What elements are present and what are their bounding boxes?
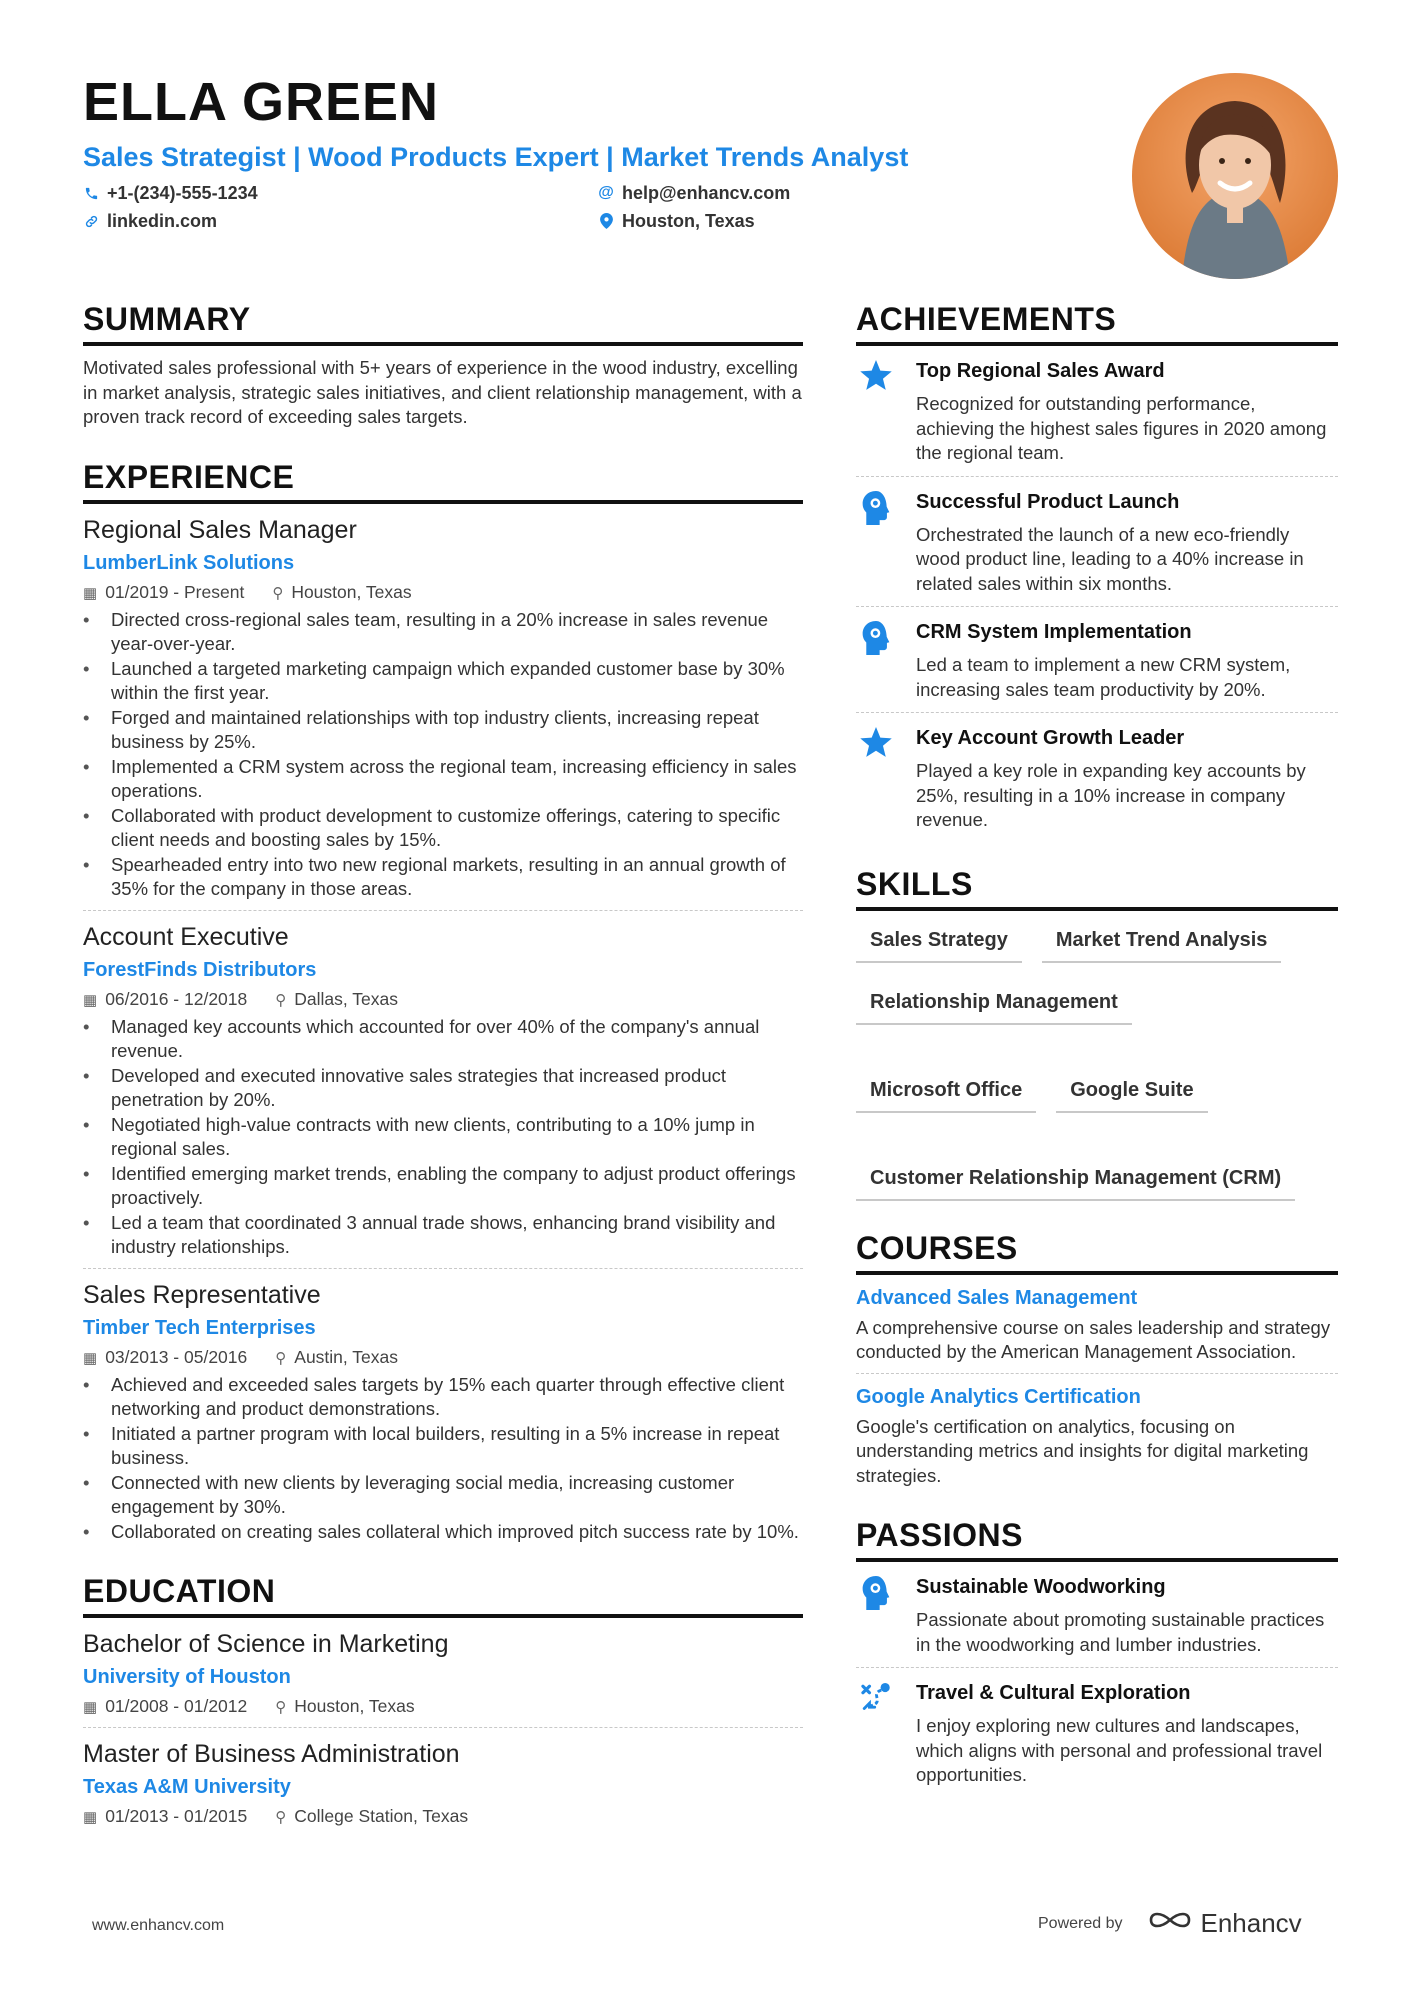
education-dates: 01/2013 - 01/2015 xyxy=(105,1806,248,1826)
bullet-item: • Negotiated high-value contracts with new clients, contributing to a 10% jump in regional sales. xyxy=(83,1113,803,1162)
course-desc: Google's certification on analytics, focusing on understanding metrics and insights for digital marketing strategies. xyxy=(856,1415,1309,1486)
profile-photo xyxy=(1132,73,1338,279)
job-title: Sales Representative xyxy=(83,1280,321,1309)
bullet-item: • Initiated a partner program with local builders, resulting in a 5% increase in repeat business. xyxy=(83,1422,803,1471)
summary-text: Motivated sales professional with 5+ years of experience in the wood industry, excelling in market analysis, strategic sales initiatives, and client relationship management, with a proven track record of exceeding sales targets. xyxy=(83,357,802,427)
contact-info xyxy=(83,182,1083,232)
job-dates: 03/2013 - 05/2016 xyxy=(105,1346,248,1367)
education-location: College Station, Texas xyxy=(294,1806,469,1826)
job-meta xyxy=(83,988,803,1012)
course-title[interactable]: Google Analytics Certification xyxy=(856,1385,1141,1408)
course-item xyxy=(856,1275,1338,1374)
job-dates: 06/2016 - 12/2018 xyxy=(105,988,248,1009)
job-location: Dallas, Texas xyxy=(294,988,399,1009)
company-name[interactable]: LumberLink Solutions xyxy=(83,551,295,574)
passion-title: Sustainable Woodworking xyxy=(916,1576,1166,1598)
summary-heading: SUMMARY xyxy=(83,300,803,346)
infinity-logo-icon xyxy=(1147,1908,1193,1939)
education-meta xyxy=(83,1805,803,1829)
education-meta xyxy=(83,1695,803,1719)
linkedin-text[interactable]: linkedin.com xyxy=(107,210,218,231)
candidate-headline: Sales Strategist | Wood Products Expert | Market Trends Analyst xyxy=(83,142,909,172)
skill-tag: Google Suite xyxy=(1056,1077,1207,1113)
email-text[interactable]: help@enhancv.com xyxy=(622,182,791,203)
skill-tag: Market Trend Analysis xyxy=(1042,927,1282,963)
linkedin-contact[interactable] xyxy=(83,210,598,232)
job-meta xyxy=(83,581,803,605)
calendar-icon: ▦ xyxy=(83,991,98,1009)
achievement-desc: Led a team to implement a new CRM system, increasing sales team productivity by 20%. xyxy=(916,654,1291,700)
passion-title: Travel & Cultural Exploration xyxy=(916,1682,1191,1704)
footer-branding xyxy=(1038,1908,1302,1939)
bullet-item: • Collaborated with product development to customize offerings, catering to specific client needs and boosting sales by 15%. xyxy=(83,804,803,853)
skills-list xyxy=(856,927,1338,1201)
skill-tag: Microsoft Office xyxy=(856,1077,1036,1113)
job-bullets xyxy=(83,1015,803,1260)
education-dates: 01/2008 - 01/2012 xyxy=(105,1696,248,1716)
bullet-item: • Implemented a CRM system across the regional team, increasing efficiency in sales operations. xyxy=(83,755,803,804)
location-pin-icon: ⚲ xyxy=(275,991,287,1009)
achievement-title: Top Regional Sales Award xyxy=(916,360,1165,382)
company-name[interactable]: Timber Tech Enterprises xyxy=(83,1316,316,1339)
bullet-item: • Developed and executed innovative sales strategies that increased product penetration by 20%. xyxy=(83,1064,803,1113)
powered-by-text: Powered by xyxy=(1038,1914,1123,1932)
bullet-item: • Connected with new clients by leveraging social media, increasing customer engagement by 30%. xyxy=(83,1471,803,1520)
calendar-icon: ▦ xyxy=(83,1809,98,1826)
education-location: Houston, Texas xyxy=(294,1696,415,1716)
skill-tag: Customer Relationship Management (CRM) xyxy=(856,1165,1295,1201)
job-meta xyxy=(83,1346,803,1370)
achievement-desc: Orchestrated the launch of a new eco-friendly wood product line, leading to a 40% increase in related sales within six months. xyxy=(916,523,1304,594)
left-column xyxy=(83,300,803,1829)
calendar-icon: ▦ xyxy=(83,1699,98,1716)
bullet-item: • Managed key accounts which accounted for over 40% of the company's annual revenue. xyxy=(83,1015,803,1064)
passions-heading: PASSIONS xyxy=(856,1516,1338,1562)
phone-contact xyxy=(83,182,598,204)
resume-header xyxy=(83,70,1083,232)
school-name[interactable]: University of Houston xyxy=(83,1666,291,1688)
head-idea-icon xyxy=(856,489,896,597)
achievement-title: CRM System Implementation xyxy=(916,621,1192,643)
achievement-item xyxy=(856,607,1338,712)
head-idea-icon xyxy=(856,619,896,702)
passion-desc: Passionate about promoting sustainable practices in the woodworking and lumber industries. xyxy=(916,1609,1325,1655)
star-icon xyxy=(856,725,896,833)
achievement-item xyxy=(856,346,1338,476)
location-pin-icon xyxy=(598,213,614,229)
bullet-item: • Launched a targeted marketing campaign which expanded customer base by 30% within the first year. xyxy=(83,657,803,706)
phone-icon xyxy=(83,186,99,201)
degree-title: Bachelor of Science in Marketing xyxy=(83,1630,449,1658)
job-title: Account Executive xyxy=(83,922,289,951)
enhancv-logo[interactable] xyxy=(1147,1908,1302,1939)
job-location: Austin, Texas xyxy=(294,1346,399,1367)
achievement-title: Key Account Growth Leader xyxy=(916,727,1185,749)
achievement-desc: Played a key role in expanding key accounts by 25%, resulting in a 10% increase in company revenue. xyxy=(916,760,1306,830)
bullet-item: • Directed cross-regional sales team, resulting in a 20% increase in sales revenue year-over-year. xyxy=(83,608,803,657)
experience-entry xyxy=(83,504,803,911)
job-dates: 01/2019 - Present xyxy=(105,581,245,602)
passion-item xyxy=(856,1562,1338,1667)
achievement-item xyxy=(856,477,1338,607)
email-contact[interactable] xyxy=(598,182,998,204)
phone-text: +1-(234)-555-1234 xyxy=(107,182,258,203)
location-contact xyxy=(598,210,998,232)
course-desc: A comprehensive course on sales leadership and strategy conducted by the American Management Association. xyxy=(856,1316,1331,1362)
education-entry xyxy=(83,1618,803,1728)
skills-heading: SKILLS xyxy=(856,865,1338,911)
bullet-item: • Achieved and exceeded sales targets by 15% each quarter through effective client networking and product demonstrations. xyxy=(83,1373,803,1422)
at-icon: @ xyxy=(598,184,614,201)
degree-title: Master of Business Administration xyxy=(83,1740,460,1768)
job-location: Houston, Texas xyxy=(291,581,412,602)
calendar-icon: ▦ xyxy=(83,584,98,602)
company-name[interactable]: ForestFinds Distributors xyxy=(83,958,317,981)
experience-entry xyxy=(83,1269,803,1545)
passion-desc: I enjoy exploring new cultures and landscapes, which aligns with personal and professional travel opportunities. xyxy=(916,1715,1323,1785)
location-pin-icon: ⚲ xyxy=(272,584,284,602)
right-column xyxy=(856,300,1338,1798)
job-bullets xyxy=(83,608,803,902)
education-entry xyxy=(83,1728,803,1829)
experience-heading: EXPERIENCE xyxy=(83,458,803,504)
location-pin-icon: ⚲ xyxy=(275,1699,287,1716)
bullet-item: • Spearheaded entry into two new regional markets, resulting in an annual growth of 35% for the company in those areas. xyxy=(83,853,803,902)
bullet-item: • Collaborated on creating sales collateral which improved pitch success rate by 10%. xyxy=(83,1520,803,1545)
skill-tag: Relationship Management xyxy=(856,989,1132,1025)
school-name[interactable]: Texas A&M University xyxy=(83,1776,291,1798)
bullet-item: • Led a team that coordinated 3 annual trade shows, enhancing brand visibility and industry relationships. xyxy=(83,1211,803,1260)
location-text: Houston, Texas xyxy=(622,210,755,231)
bullet-item: • Forged and maintained relationships with top industry clients, increasing repeat business by 25%. xyxy=(83,706,803,755)
education-heading: EDUCATION xyxy=(83,1572,803,1618)
footer-website[interactable]: www.enhancv.com xyxy=(92,1917,225,1934)
course-item xyxy=(856,1374,1338,1489)
star-icon xyxy=(856,358,896,466)
link-icon xyxy=(83,214,99,229)
head-idea-icon xyxy=(856,1574,896,1657)
job-title: Regional Sales Manager xyxy=(83,515,357,544)
skill-tag: Sales Strategy xyxy=(856,927,1022,963)
achievements-heading: ACHIEVEMENTS xyxy=(856,300,1338,346)
passion-item xyxy=(856,1668,1338,1798)
location-pin-icon: ⚲ xyxy=(275,1349,287,1367)
courses-heading: COURSES xyxy=(856,1229,1338,1275)
job-bullets xyxy=(83,1373,803,1545)
achievement-item xyxy=(856,713,1338,843)
bullet-item: • Identified emerging market trends, enabling the company to adjust product offerings proactively. xyxy=(83,1162,803,1211)
achievement-title: Successful Product Launch xyxy=(916,490,1180,513)
route-icon xyxy=(856,1680,896,1788)
brand-name: Enhancv xyxy=(1200,1908,1302,1938)
candidate-name: ELLA GREEN xyxy=(83,72,440,132)
calendar-icon: ▦ xyxy=(83,1349,98,1367)
course-title[interactable]: Advanced Sales Management xyxy=(856,1286,1138,1309)
achievement-desc: Recognized for outstanding performance, achieving the highest sales figures in 2020 among the regional team. xyxy=(916,393,1327,463)
experience-entry xyxy=(83,911,803,1269)
location-pin-icon: ⚲ xyxy=(275,1809,287,1826)
